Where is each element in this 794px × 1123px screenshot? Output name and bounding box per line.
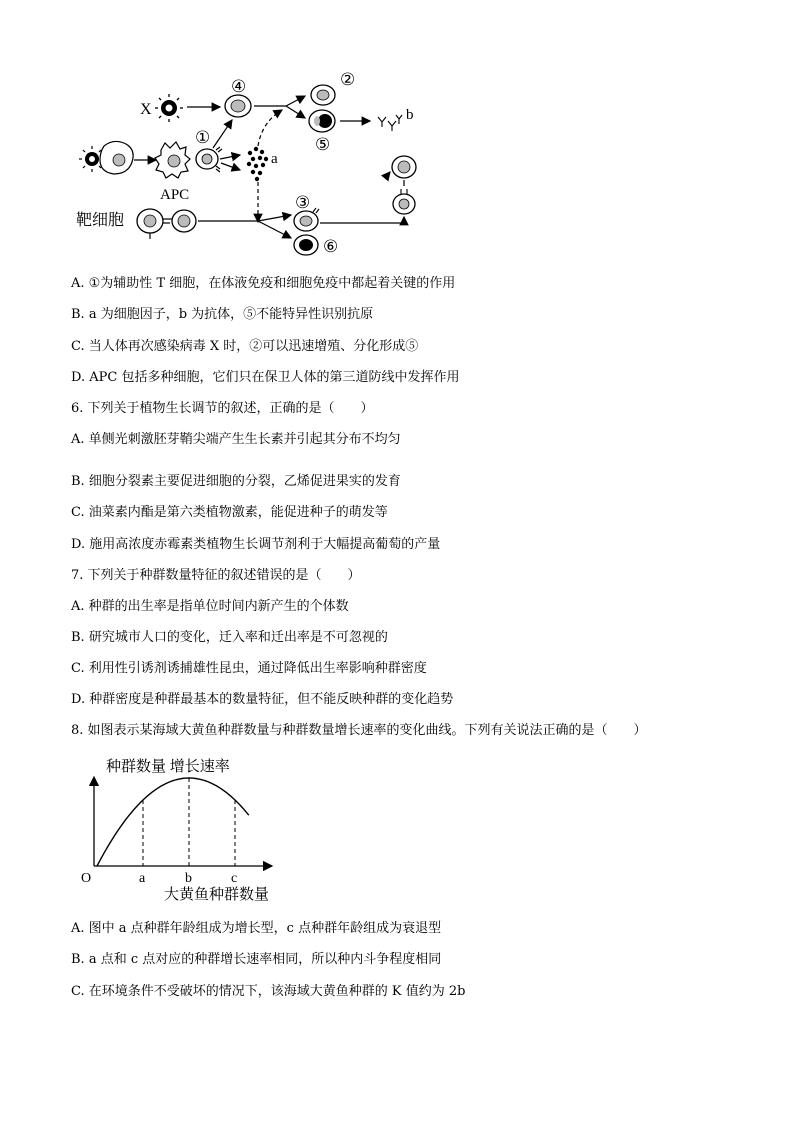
q8-option-b: B. a 点和 c 点对应的种群增长速率相同，所以种内斗争程度相同 [71, 952, 442, 967]
chart-xlabel: 大黄鱼种群数量 [164, 887, 270, 903]
q6-option-d: D. 施用高浓度赤霉素类植物生长调节剂利于大幅提高葡萄的产量 [71, 537, 441, 552]
cytokines-icon [247, 147, 268, 181]
q8-option-a: A. 图中 a 点种群年龄组成为增长型，c 点种群年龄组成为衰退型 [71, 921, 442, 936]
q6-option-c: C. 油菜素内酯是第六类植物激素，能促进种子的萌发等 [71, 505, 388, 520]
q5-option-c: C. 当人体再次感染病毒 X 时，②可以迅速增殖、分化形成⑤ [71, 339, 419, 354]
infected-cell [100, 141, 133, 174]
q5-option-b: B. a 为细胞因子，b 为抗体，⑤不能特异性识别抗原 [71, 307, 374, 322]
target-cell-label: 靶细胞 [76, 212, 125, 229]
q7-option-d: D. 种群密度是种群最基本的数量特征，但不能反映种群的变化趋势 [71, 692, 454, 707]
tick-label-c: c [231, 871, 238, 886]
virus-x-icon [155, 94, 183, 122]
activated-t-cell [392, 156, 416, 178]
cell-5 [309, 110, 335, 132]
q5-option-d: D. APC 包括多种细胞，它们只在保卫人体的第三道防线中发挥作用 [71, 370, 460, 385]
tick-label-a: a [139, 871, 146, 886]
tick-label-b: b [185, 871, 192, 886]
label-5: ⑤ [315, 135, 331, 154]
q6-option-a: A. 单侧光刺激胚芽鞘尖端产生生长素并引起其分布不均匀 [71, 432, 401, 447]
cell-2 [311, 85, 335, 105]
immune-diagram [0, 0, 794, 270]
growth-rate-curve [97, 778, 249, 866]
target-cell [137, 209, 170, 239]
cell-6 [294, 235, 318, 255]
q6-stem: 6. 下列关于植物生长调节的叙述，正确的是（ ） [71, 401, 374, 416]
population-chart [0, 755, 794, 910]
label-6: ⑥ [323, 237, 339, 256]
chart-ylabel: 种群数量 增长速率 [106, 759, 230, 775]
label-1: ① [195, 128, 211, 147]
q7-stem: 7. 下列关于种群数量特征的叙述错误的是（ ） [71, 568, 361, 583]
q8-option-c: C. 在环境条件不受破坏的情况下，该海域大黄鱼种群的 K 值约为 2b [71, 984, 466, 999]
q5-option-a: A. ①为辅助性 T 细胞，在体液免疫和细胞免疫中都起着关键的作用 [71, 276, 456, 291]
origin-label: O [81, 871, 92, 886]
q7-option-b: B. 研究城市人口的变化，迁入率和迁出率是不可忽视的 [71, 630, 388, 645]
label-3: ③ [295, 193, 311, 212]
cell-1 [196, 147, 222, 172]
apc-cell [155, 142, 190, 178]
q6-option-b: B. 细胞分裂素主要促进细胞的分裂，乙烯促进果实的发育 [71, 474, 401, 489]
label-2: ② [340, 70, 356, 89]
q8-stem: 8. 如图表示某海域大黄鱼种群数量与种群数量增长速率的变化曲线。下列有关说法正确的是（ ） [71, 723, 647, 738]
label-4: ④ [231, 77, 247, 96]
memory-t-cell [393, 189, 415, 214]
cell-4 [225, 95, 251, 117]
antibodies-icon [378, 115, 402, 131]
label-a: a [271, 151, 278, 167]
cytotoxic-t-cell [170, 210, 196, 232]
q7-option-c: C. 利用性引诱剂诱捕雄性昆虫，通过降低出生率影响种群密度 [71, 661, 427, 676]
virus-x-label: X [140, 101, 152, 118]
q7-option-a: A. 种群的出生率是指单位时间内新产生的个体数 [71, 599, 349, 614]
label-b: b [406, 107, 414, 123]
apc-label: APC [160, 187, 190, 203]
